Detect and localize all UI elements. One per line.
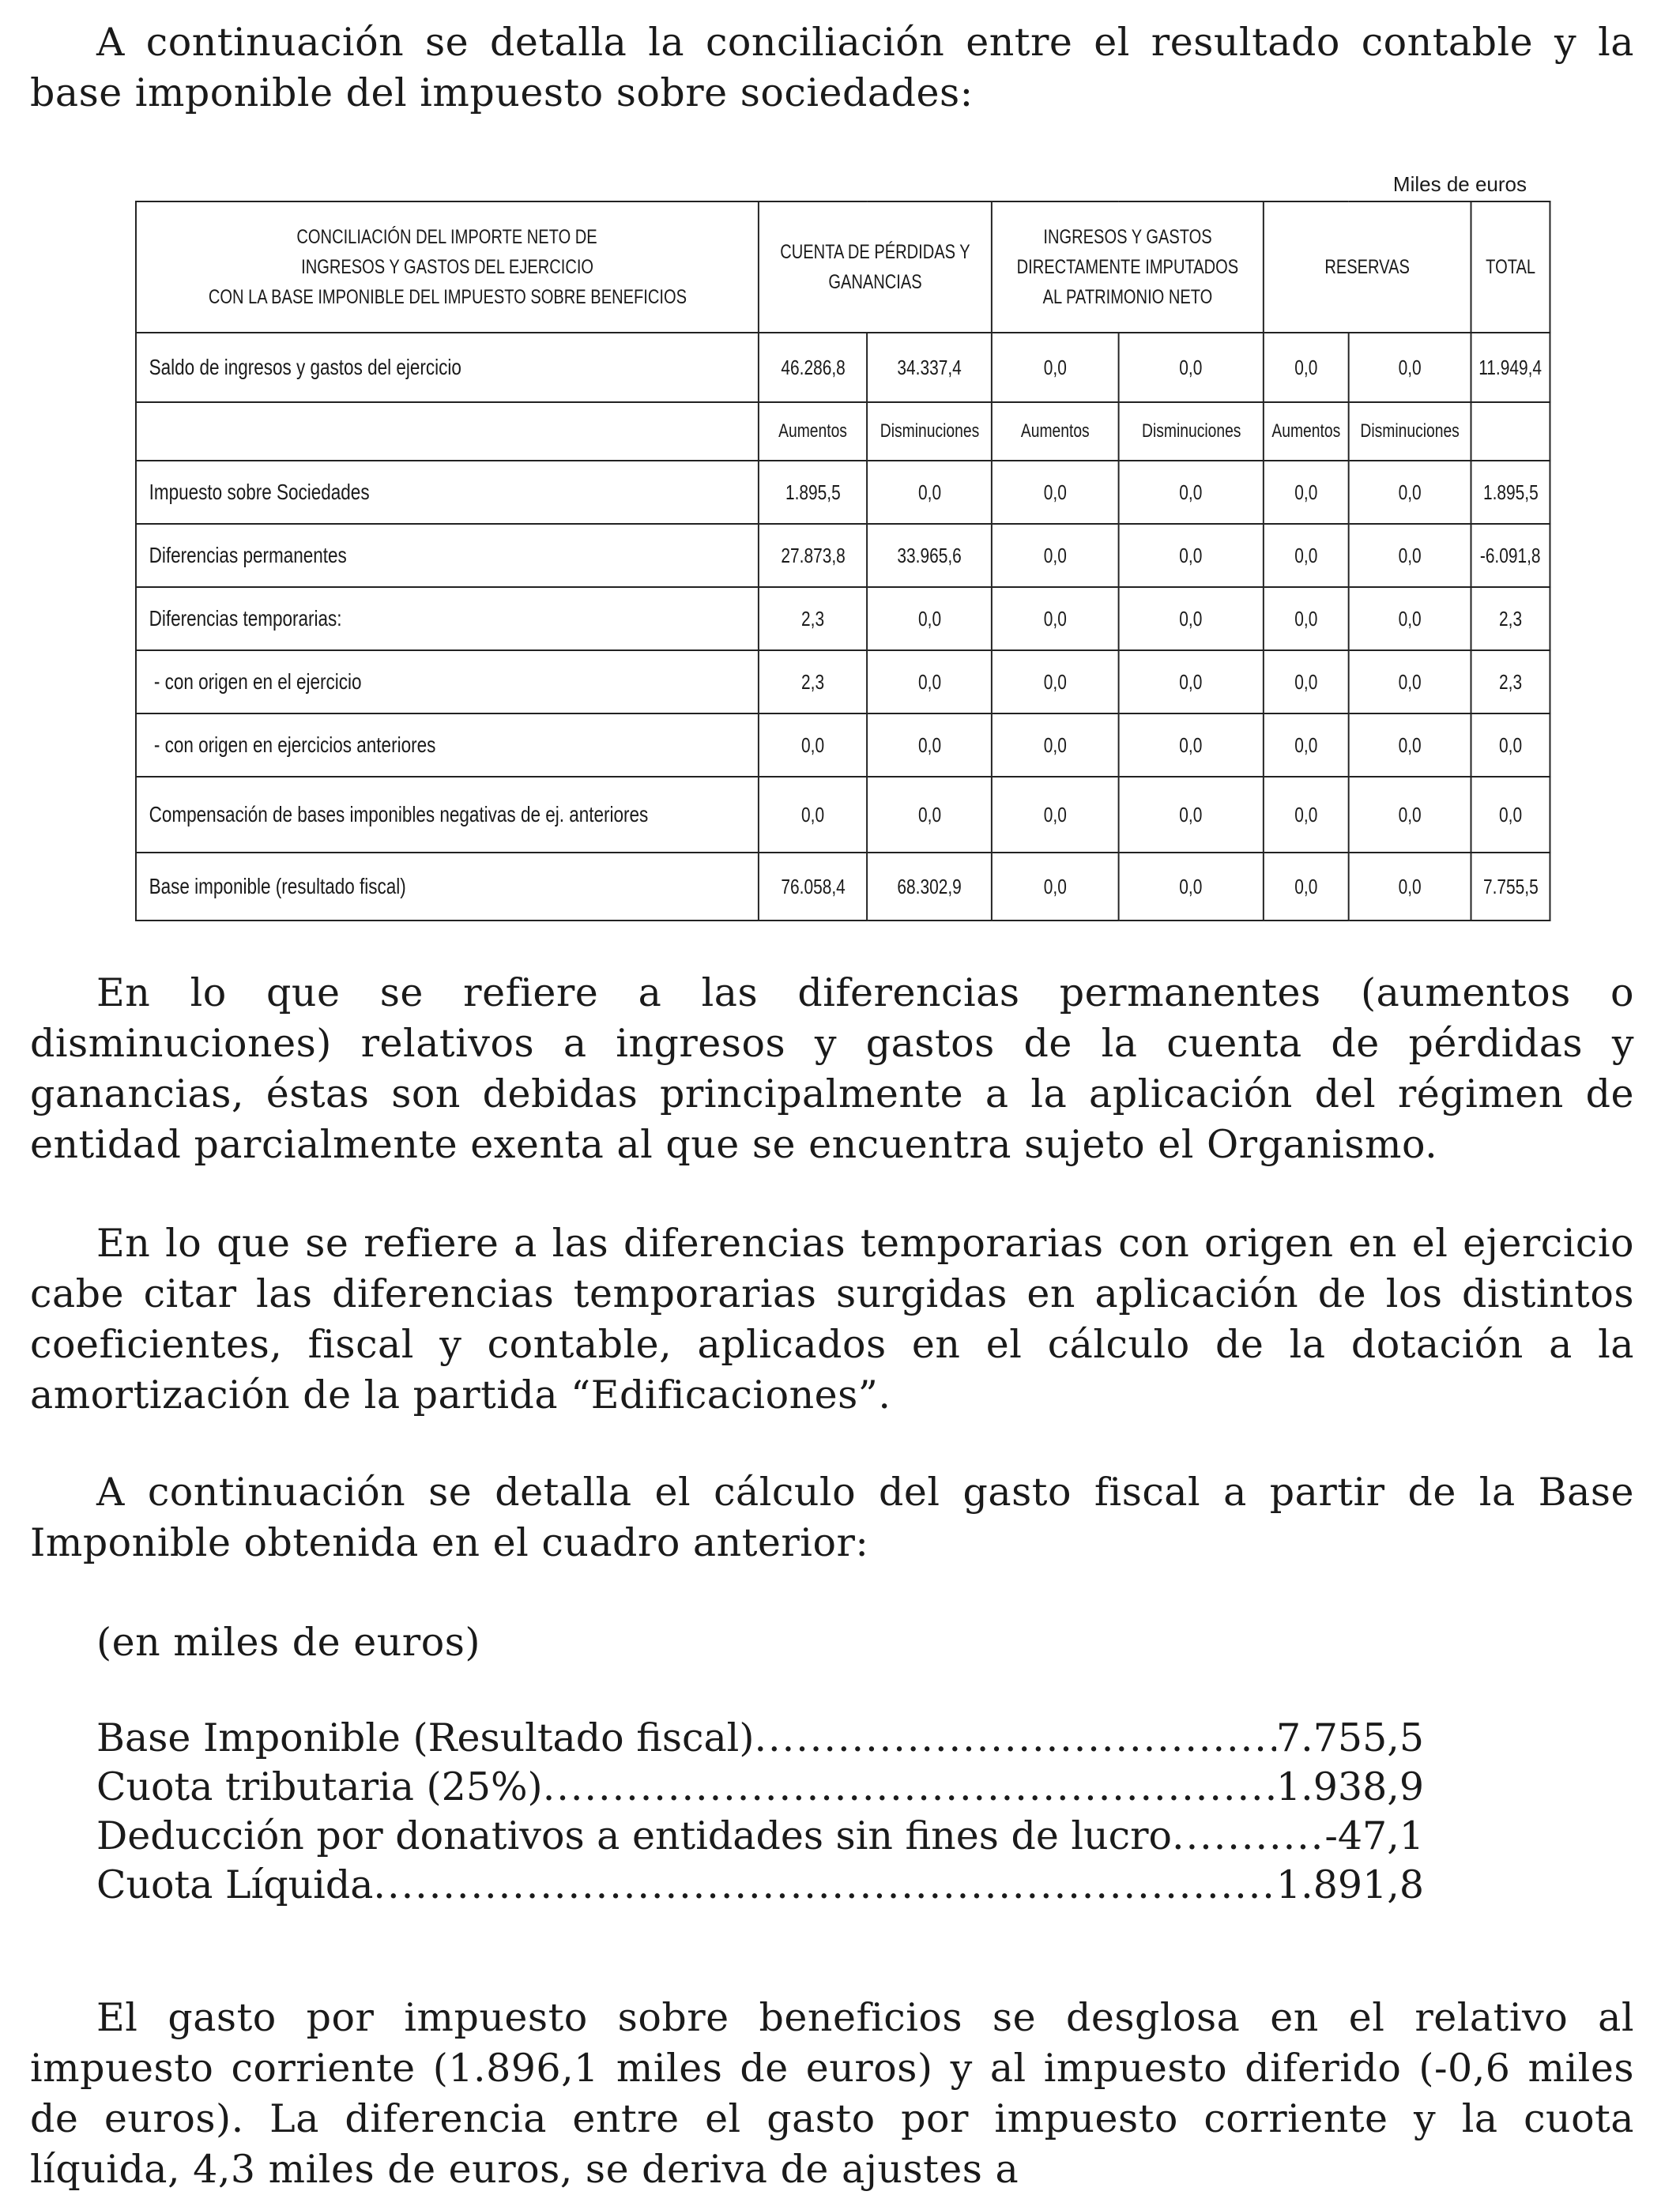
cell: 0,0 <box>1118 777 1264 853</box>
intro-paragraph: A continuación se detalla la conciliación entre el resultado contable y la base imponible del impuesto sobre sociedades: <box>30 20 1634 115</box>
subheader-cell: Disminuciones <box>1349 402 1471 461</box>
cell: 0,0 <box>992 524 1118 587</box>
reconciliation-table <box>135 201 1550 921</box>
cell: 0,0 <box>1118 650 1264 713</box>
cell: 0,0 <box>1349 333 1471 402</box>
cell: 0,0 <box>759 713 868 777</box>
cell: 0,0 <box>1118 333 1264 402</box>
table-row <box>136 524 1550 587</box>
cell: 0,0 <box>1349 777 1471 853</box>
row-label: - con origen en ejercicios anteriores <box>136 713 759 777</box>
subheader-cell: Disminuciones <box>1118 402 1264 461</box>
cell: 68.302,9 <box>867 853 992 921</box>
row-label: Impuesto sobre Sociedades <box>136 461 759 524</box>
row-label: - con origen en el ejercicio <box>136 650 759 713</box>
units-label: Miles de euros <box>1392 172 1527 196</box>
cell: 2,3 <box>1471 650 1550 713</box>
cell: 0,0 <box>1264 587 1349 650</box>
cell: 0,0 <box>1118 713 1264 777</box>
cell: 0,0 <box>759 777 868 853</box>
cell: 0,0 <box>1349 461 1471 524</box>
paragraph-permanentes: En lo que se refiere a las diferencias permanentes (aumentos o disminuciones) relativos a ingresos y gastos de la cuenta de pérdidas y ganancias, éstas son debidas principalmente a la aplicación del régimen de entidad parcialmente exenta al que se encuentra sujeto el Organismo. <box>30 970 1634 1167</box>
table-row <box>136 461 1550 524</box>
subheader-cell: Aumentos <box>759 402 868 461</box>
table-row-saldo <box>136 333 1550 402</box>
cell: 0,0 <box>1471 777 1550 853</box>
table-row <box>136 713 1550 777</box>
cell <box>1471 402 1550 461</box>
leader-dots <box>1172 1811 1324 1862</box>
calc-line-cuota: Cuota tributaria (25%) ..... 1.938,9 <box>96 1762 1424 1813</box>
cell: -6.091,8 <box>1471 524 1550 587</box>
leader-dots <box>754 1713 1275 1764</box>
cell: 0,0 <box>992 853 1118 921</box>
cell: 1.895,5 <box>1471 461 1550 524</box>
cell: 0,0 <box>1471 713 1550 777</box>
calc-line-cuota-liquida: Cuota Líquida ..... 1.891,8 <box>96 1860 1424 1911</box>
cell: 0,0 <box>992 333 1118 402</box>
cell: 33.965,6 <box>867 524 992 587</box>
row-label: Saldo de ingresos y gastos del ejercicio <box>136 333 759 402</box>
cell: 0,0 <box>1264 777 1349 853</box>
calc-line-deduccion: Deducción por donativos a entidades sin fines de lucro ..... -47,1 <box>96 1811 1424 1862</box>
cell: 0,0 <box>867 650 992 713</box>
cell: 0,0 <box>1349 713 1471 777</box>
table-row <box>136 853 1550 921</box>
header-pyg: CUENTA DE PÉRDIDAS Y GANANCIAS <box>759 201 992 333</box>
paragraph-gasto: El gasto por impuesto sobre beneficios se desglosa en el relativo al impuesto corriente (1.896,1 miles de euros) y al impuesto diferido (-0,6 miles de euros). La diferencia entre el gasto por impuesto corriente y la cuota líquida, 4,3 miles de euros, se deriva de ajustes a <box>30 1995 1634 2192</box>
cell: 7.755,5 <box>1471 853 1550 921</box>
cell: 11.949,4 <box>1471 333 1550 402</box>
cell: 0,0 <box>1349 524 1471 587</box>
table-row <box>136 650 1550 713</box>
cell: 0,0 <box>992 461 1118 524</box>
cell: 0,0 <box>1349 650 1471 713</box>
cell: 0,0 <box>1118 524 1264 587</box>
cell: 46.286,8 <box>759 333 868 402</box>
cell: 0,0 <box>1349 853 1471 921</box>
header-patrimonio: INGRESOS Y GASTOS DIRECTAMENTE IMPUTADOS AL PATRIMONIO NETO <box>992 201 1264 333</box>
table-row <box>136 587 1550 650</box>
cell: 0,0 <box>1264 333 1349 402</box>
table-subheader-row <box>136 402 1550 461</box>
cell: 0,0 <box>992 777 1118 853</box>
subheader-cell: Disminuciones <box>867 402 992 461</box>
cell: 76.058,4 <box>759 853 868 921</box>
header-concept: CONCILIACIÓN DEL IMPORTE NETO DE INGRESOS Y GASTOS DEL EJERCICIO CON LA BASE IMPONIBLE DEL IMPUESTO SOBRE BENEFICIOS <box>136 201 759 333</box>
table-header-row <box>136 201 1550 333</box>
header-reservas: RESERVAS <box>1264 201 1471 333</box>
cell: 0,0 <box>867 587 992 650</box>
cell: 2,3 <box>1471 587 1550 650</box>
cell: 2,3 <box>759 650 868 713</box>
paragraph-temporarias: En lo que se refiere a las diferencias temporarias con origen en el ejercicio cabe citar las diferencias temporarias surgidas en aplicación de los distintos coeficientes, fiscal y contable, aplicados en el cálculo de la dotación a la amortización de la partida “Edificaciones”. <box>30 1221 1634 1418</box>
cell: 1.895,5 <box>759 461 868 524</box>
cell <box>136 402 759 461</box>
row-label: Base imponible (resultado fiscal) <box>136 853 759 921</box>
subheader-cell: Aumentos <box>1264 402 1349 461</box>
cell: 27.873,8 <box>759 524 868 587</box>
leader-dots <box>373 1860 1276 1911</box>
calc-line-base: Base Imponible (Resultado fiscal) ..... 7.755,5 <box>96 1713 1424 1764</box>
row-label: Compensación de bases imponibles negativas de ej. anteriores <box>136 777 759 853</box>
cell: 0,0 <box>1118 587 1264 650</box>
paragraph-calculo: A continuación se detalla el cálculo del gasto fiscal a partir de la Base Imponible obtenida en el cuadro anterior: <box>30 1470 1634 1565</box>
header-total: TOTAL <box>1471 201 1550 333</box>
cell: 0,0 <box>992 587 1118 650</box>
cell: 0,0 <box>1349 587 1471 650</box>
leader-dots <box>543 1762 1276 1813</box>
cell: 0,0 <box>1264 713 1349 777</box>
row-label: Diferencias temporarias: <box>136 587 759 650</box>
row-label: Diferencias permanentes <box>136 524 759 587</box>
cell: 0,0 <box>1264 853 1349 921</box>
cell: 0,0 <box>1264 524 1349 587</box>
table-row <box>136 777 1550 853</box>
cell: 0,0 <box>867 713 992 777</box>
cell: 0,0 <box>992 713 1118 777</box>
cell: 0,0 <box>867 777 992 853</box>
cell: 2,3 <box>759 587 868 650</box>
cell: 0,0 <box>1118 853 1264 921</box>
calc-units-label: (en miles de euros) <box>96 1620 480 1665</box>
subheader-cell: Aumentos <box>992 402 1118 461</box>
cell: 0,0 <box>867 461 992 524</box>
cell: 0,0 <box>992 650 1118 713</box>
cell: 34.337,4 <box>867 333 992 402</box>
cell: 0,0 <box>1264 461 1349 524</box>
cell: 0,0 <box>1118 461 1264 524</box>
cell: 0,0 <box>1264 650 1349 713</box>
